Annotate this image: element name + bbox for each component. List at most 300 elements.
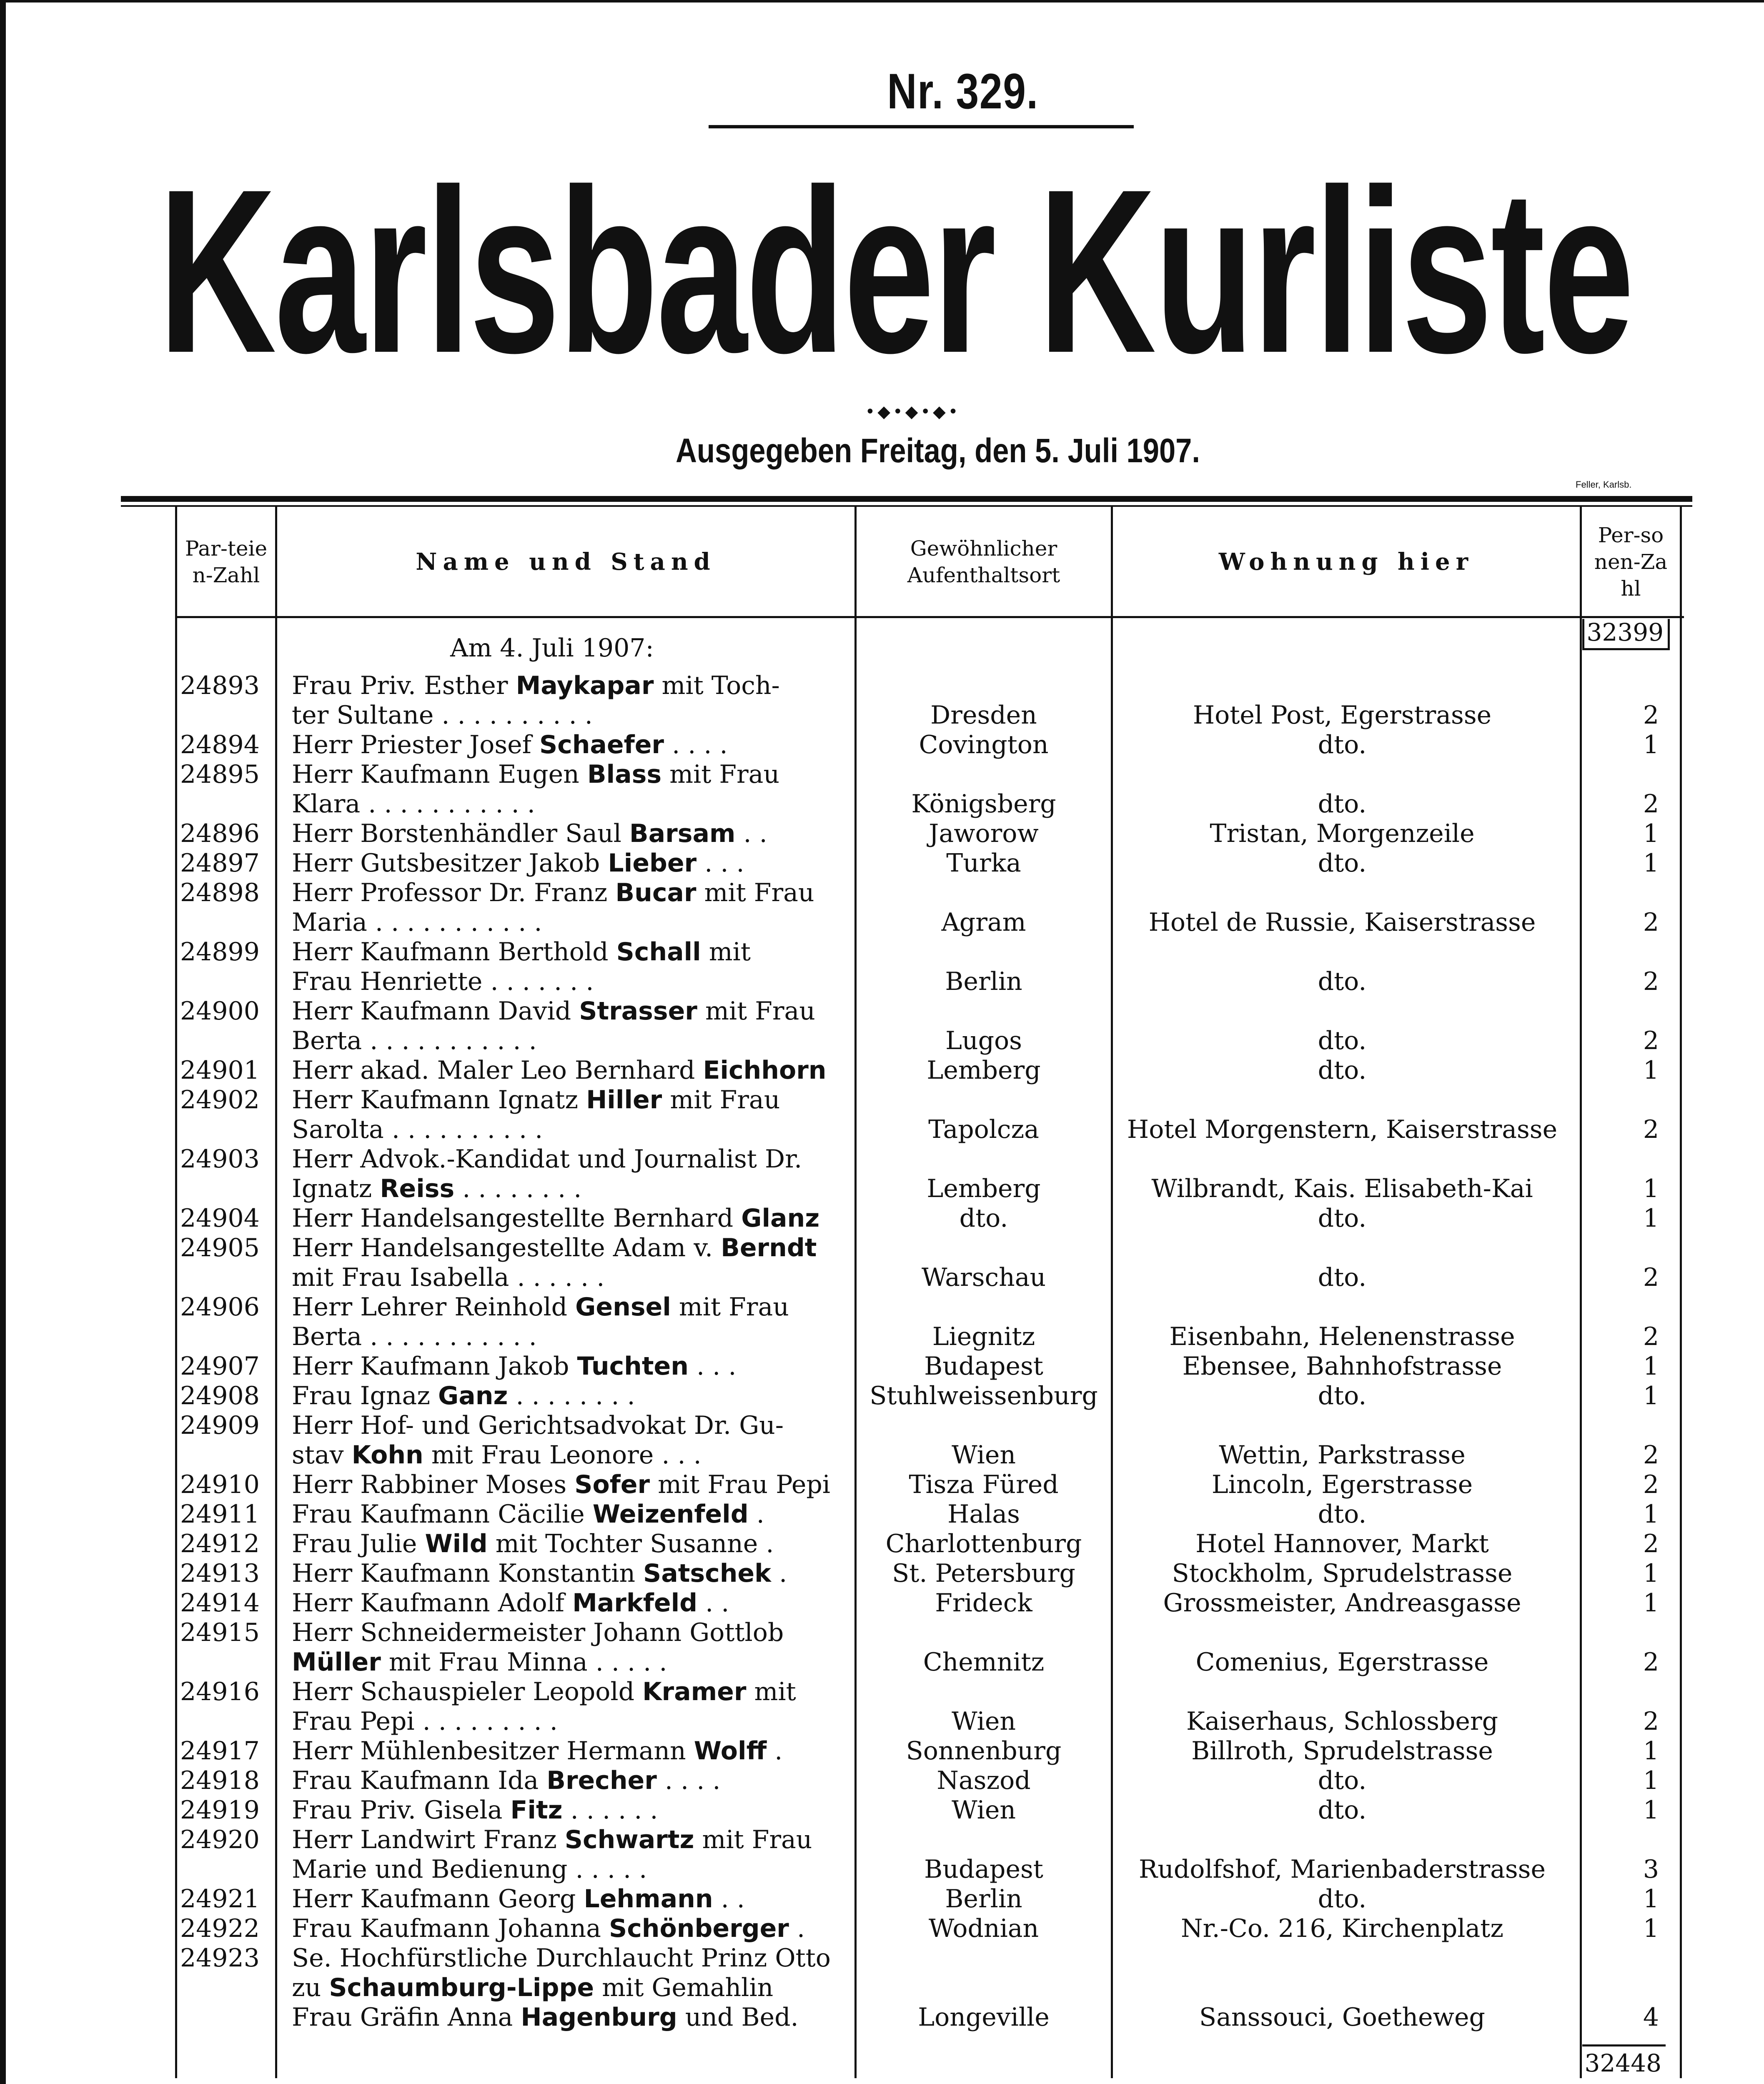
guest-name-prefix: Frau Priv. Esther [292, 671, 516, 700]
guest-surname: Schaefer [539, 730, 664, 759]
guest-name-suffix: mit Frau Pepi [650, 1470, 830, 1499]
usual-residence: St. Petersburg [892, 1559, 1075, 1588]
lodging-address: Tristan, Morgenzeile [1210, 819, 1475, 848]
guest-name [292, 1707, 850, 1736]
list-item [0, 1559, 1764, 1588]
list-item [0, 937, 1764, 967]
guest-name [292, 1766, 850, 1796]
lodging-address: Wilbrandt, Kais. Elisabeth-Kai [1151, 1174, 1533, 1203]
guest-name-prefix: Herr Kaufmann Jakob [292, 1352, 577, 1381]
party-number: 24912 [180, 1529, 260, 1558]
guest-name [292, 1588, 850, 1618]
persons-count: 1 [1643, 1056, 1659, 1085]
party-number: 24917 [180, 1736, 260, 1766]
persons-count: 2 [1643, 1529, 1659, 1558]
guest-name [292, 1440, 850, 1470]
guest-name [292, 1233, 850, 1263]
guest-name [292, 908, 850, 937]
issue-underline [709, 125, 1134, 128]
usual-residence: Charlottenburg [885, 1529, 1082, 1558]
list-item [0, 1766, 1764, 1796]
guest-name [292, 730, 850, 760]
persons-count: 3 [1643, 1855, 1659, 1884]
guest-name-prefix: Marie und Bedienung . . . . . [292, 1855, 647, 1884]
usual-residence: Tisza Füred [909, 1470, 1059, 1499]
persons-count: 2 [1643, 701, 1659, 730]
persons-count: 2 [1643, 1440, 1659, 1470]
guest-surname: Wolff [694, 1736, 767, 1766]
guest-name [292, 1263, 850, 1292]
persons-count: 2 [1643, 1115, 1659, 1144]
guest-name-suffix: mit Toch- [654, 671, 780, 700]
guest-name-suffix: . [789, 1914, 805, 1943]
list-item [0, 1292, 1764, 1322]
guest-name-prefix: Herr Handelsangestellte Adam v. [292, 1233, 721, 1262]
persons-count: 1 [1643, 1796, 1659, 1825]
lodging-address: Rudolfshof, Marienbaderstrasse [1139, 1855, 1546, 1884]
party-number: 24895 [180, 760, 260, 789]
party-number: 24906 [180, 1292, 260, 1322]
lodging-address: Comenius, Egerstrasse [1195, 1648, 1489, 1677]
header-usual-residence [857, 507, 1111, 617]
guest-surname: Barsam [629, 819, 736, 848]
guest-name [292, 1352, 850, 1381]
guest-name-prefix: Herr Lehrer Reinhold [292, 1292, 576, 1322]
lodging-address: Kaiserhaus, Schlossberg [1186, 1707, 1498, 1736]
guest-name-prefix: Ignatz [292, 1174, 380, 1203]
guest-name [292, 1322, 850, 1352]
guest-surname: Maykapar [516, 671, 654, 700]
persons-count: 2 [1643, 967, 1659, 996]
list-item [0, 1529, 1764, 1559]
persons-count: 2 [1643, 1322, 1659, 1351]
persons-count: 1 [1643, 1559, 1659, 1588]
guest-surname: Kramer [642, 1677, 747, 1706]
guest-name-prefix: Frau Kaufmann Johanna [292, 1914, 609, 1943]
guest-name-prefix: Herr Kaufmann Eugen [292, 760, 587, 789]
persons-count: 2 [1643, 1263, 1659, 1292]
party-number: 24897 [180, 849, 260, 878]
guest-name-suffix: mit [701, 937, 751, 967]
guest-name-prefix: Frau Ignaz [292, 1381, 438, 1410]
usual-residence: Wien [952, 1796, 1016, 1825]
lodging-address: Billroth, Sprudelstrasse [1191, 1736, 1493, 1766]
header-name-and-status-label: Name und Stand [416, 548, 716, 576]
guest-name [292, 1204, 850, 1233]
usual-residence: Dresden [930, 701, 1037, 730]
header-persons-count-label: Per-sonen-Zahl [1594, 523, 1668, 601]
guest-list [0, 671, 1764, 2032]
guest-name-suffix: . [767, 1736, 783, 1766]
guest-name-prefix: Herr akad. Maler Leo Bernhard [292, 1056, 703, 1085]
guest-name-suffix: . . . . . . . . [454, 1174, 582, 1203]
list-item [0, 1322, 1764, 1352]
lodging-address: dto. [1318, 849, 1367, 878]
usual-residence: Chemnitz [923, 1648, 1045, 1677]
guest-name-suffix: . . . [688, 1352, 737, 1381]
list-item [0, 671, 1764, 701]
guest-name [292, 1677, 850, 1707]
header-name-and-status [277, 507, 854, 617]
guest-name-prefix: Frau Henriette . . . . . . . [292, 967, 594, 996]
guest-surname: Reiss [380, 1174, 455, 1203]
list-item [0, 1825, 1764, 1855]
guest-name [292, 967, 850, 997]
guest-name-prefix: Klara . . . . . . . . . . . [292, 789, 535, 819]
usual-residence: Wien [952, 1440, 1016, 1470]
guest-name-prefix: Frau Priv. Gisela [292, 1796, 511, 1825]
lodging-address: dto. [1318, 1263, 1367, 1292]
guest-name [292, 1500, 850, 1529]
list-item [0, 1677, 1764, 1707]
list-item [0, 997, 1764, 1026]
list-item [0, 1263, 1764, 1292]
usual-residence: Warschau [921, 1263, 1046, 1292]
header-lodging-here-label: Wohnung hier [1218, 548, 1474, 576]
lodging-address: dto. [1318, 789, 1367, 819]
guest-name-prefix: zu [292, 1973, 329, 2002]
list-item [0, 1411, 1764, 1440]
persons-count: 2 [1643, 789, 1659, 819]
guest-name-suffix: . . [713, 1884, 745, 1914]
persons-count: 1 [1643, 1588, 1659, 1618]
guest-name-suffix: . . . . [656, 1766, 721, 1795]
header-lodging-here [1113, 507, 1580, 617]
lodging-address: dto. [1318, 1381, 1367, 1410]
guest-surname: Müller [292, 1648, 381, 1677]
guest-surname: Schönberger [609, 1914, 789, 1943]
header-rule-thick [121, 496, 1692, 502]
usual-residence: Wien [952, 1707, 1016, 1736]
usual-residence: Budapest [924, 1855, 1043, 1884]
guest-name [292, 1855, 850, 1884]
guest-name-prefix: Herr Kaufmann Berthold [292, 937, 616, 967]
party-number: 24915 [180, 1618, 260, 1647]
guest-name [292, 819, 850, 849]
guest-name-prefix: Herr Kaufmann Adolf [292, 1588, 573, 1618]
persons-count: 4 [1643, 2003, 1659, 2032]
lodging-address: dto. [1318, 1026, 1367, 1055]
persons-count: 2 [1643, 1707, 1659, 1736]
list-item [0, 1855, 1764, 1884]
persons-count: 2 [1643, 1026, 1659, 1055]
usual-residence: Königsberg [911, 789, 1056, 819]
persons-count: 2 [1643, 1648, 1659, 1677]
list-item [0, 1648, 1764, 1677]
guest-name-prefix: Herr Professor Dr. Franz [292, 878, 616, 907]
guest-name-suffix: mit Frau [671, 1292, 789, 1322]
header-usual-residence-label: Gewöhnlicher Aufenthaltsort [907, 536, 1060, 587]
list-item [0, 849, 1764, 878]
guest-name [292, 789, 850, 819]
guest-name [292, 1618, 850, 1648]
guest-name [292, 849, 850, 878]
guest-name-suffix: . [771, 1559, 787, 1588]
guest-name-suffix: . . . . . . . . [508, 1381, 635, 1410]
list-item [0, 908, 1764, 937]
guest-surname: Hiller [586, 1085, 662, 1115]
lodging-address: Ebensee, Bahnhofstrasse [1182, 1352, 1502, 1381]
lodging-address: Sanssouci, Goetheweg [1199, 2003, 1485, 2032]
guest-name-suffix: mit Tochter Susanne . [487, 1529, 774, 1558]
persons-count: 1 [1643, 819, 1659, 848]
lodging-address: Hotel Morgenstern, Kaiserstrasse [1127, 1115, 1558, 1144]
guest-name [292, 1381, 850, 1411]
persons-count: 2 [1643, 1470, 1659, 1499]
guest-name-prefix: Herr Kaufmann David [292, 997, 579, 1026]
list-item [0, 1707, 1764, 1736]
usual-residence: Liegnitz [932, 1322, 1035, 1351]
party-number: 24905 [180, 1233, 260, 1262]
guest-surname: Lieber [608, 849, 697, 878]
party-number: 24894 [180, 730, 260, 759]
persons-count: 1 [1643, 1766, 1659, 1795]
guest-name-prefix: Frau Gräfin Anna [292, 2003, 521, 2032]
guest-surname: Kohn [351, 1440, 423, 1470]
guest-name [292, 1145, 850, 1174]
usual-residence: Frideck [935, 1588, 1032, 1618]
usual-residence: Stuhlweissenburg [869, 1381, 1098, 1410]
lodging-address: Lincoln, Egerstrasse [1211, 1470, 1473, 1499]
guest-name-prefix: Herr Handelsangestellte Bernhard [292, 1204, 742, 1233]
list-item [0, 789, 1764, 819]
usual-residence: Budapest [924, 1352, 1043, 1381]
list-item [0, 1233, 1764, 1263]
lodging-address: dto. [1318, 967, 1367, 996]
guest-name-suffix: mit Frau [697, 997, 815, 1026]
guest-name-prefix: Se. Hochfürstliche Durchlaucht Prinz Otto [292, 1944, 831, 1973]
guest-name-prefix: Frau Kaufmann Cäcilie [292, 1500, 593, 1529]
header-party-count-label: Par-teien-Zahl [185, 536, 268, 587]
party-number: 24909 [180, 1411, 260, 1440]
lodging-address: Grossmeister, Andreasgasse [1163, 1588, 1521, 1618]
usual-residence: Sonnenburg [906, 1736, 1062, 1766]
guest-name-suffix: . . . . . . [562, 1796, 658, 1825]
list-item [0, 1352, 1764, 1381]
list-item [0, 1145, 1764, 1174]
list-item [0, 1026, 1764, 1056]
guest-surname: Schall [616, 937, 701, 967]
guest-name [292, 1796, 850, 1825]
list-item [0, 1174, 1764, 1204]
guest-surname: Markfeld [572, 1588, 698, 1618]
guest-surname: Berndt [721, 1233, 817, 1262]
persons-count: 1 [1643, 1884, 1659, 1914]
guest-name [292, 1529, 850, 1559]
guest-name-suffix: und Bed. [677, 2003, 799, 2032]
guest-surname: Lehmann [584, 1884, 713, 1914]
usual-residence: Covington [919, 730, 1049, 759]
party-number: 24914 [180, 1588, 260, 1618]
guest-name-suffix: mit Frau Minna . . . . . [381, 1648, 667, 1677]
usual-residence: Lugos [945, 1026, 1022, 1055]
masthead-title: Karlsbader Kurliste [158, 140, 1633, 401]
guest-name [292, 2003, 850, 2032]
usual-residence: Lemberg [927, 1056, 1041, 1085]
party-number: 24918 [180, 1766, 260, 1795]
guest-name-prefix: Berta . . . . . . . . . . . [292, 1322, 537, 1351]
guest-name-suffix: . . [697, 1588, 729, 1618]
guest-surname: Strasser [579, 997, 697, 1026]
persons-count: 1 [1643, 1204, 1659, 1233]
guest-name-prefix: Herr Borstenhändler Saul [292, 819, 629, 848]
party-number: 24902 [180, 1085, 260, 1115]
usual-residence: Berlin [945, 967, 1022, 996]
list-item [0, 1204, 1764, 1233]
guest-surname: Hagenburg [521, 2003, 677, 2032]
guest-name [292, 1648, 850, 1677]
guest-name-suffix: mit Frau [694, 1825, 812, 1854]
list-item [0, 730, 1764, 760]
party-number: 24908 [180, 1381, 260, 1410]
list-item [0, 967, 1764, 997]
guest-surname: Glanz [741, 1204, 820, 1233]
guest-name-suffix: . . . . [664, 730, 728, 759]
persons-count: 1 [1643, 1381, 1659, 1410]
persons-count: 1 [1643, 730, 1659, 759]
list-item [0, 819, 1764, 849]
party-number: 24913 [180, 1559, 260, 1588]
guest-name [292, 1174, 850, 1204]
usual-residence: Jaworow [929, 819, 1039, 848]
party-number: 24900 [180, 997, 260, 1026]
list-item [0, 1914, 1764, 1944]
guest-name-prefix: stav [292, 1440, 352, 1470]
guest-name-suffix: . [748, 1500, 764, 1529]
party-number: 24903 [180, 1145, 260, 1174]
lodging-address: Nr.-Co. 216, Kirchenplatz [1181, 1914, 1503, 1943]
list-item [0, 1470, 1764, 1500]
guest-name-prefix: Herr Advok.-Kandidat und Journalist Dr. [292, 1145, 802, 1174]
lodging-address: dto. [1318, 1884, 1367, 1914]
issue-number: Nr. 329. [887, 63, 1039, 119]
guest-name [292, 1470, 850, 1500]
guest-surname: Schwartz [564, 1825, 694, 1854]
guest-name [292, 1825, 850, 1855]
list-item [0, 878, 1764, 908]
list-item [0, 701, 1764, 730]
guest-name-prefix: Herr Schauspieler Leopold [292, 1677, 643, 1706]
persons-count: 2 [1643, 908, 1659, 937]
guest-name-suffix: mit Frau Leonore . . . [423, 1440, 702, 1470]
usual-residence: Berlin [945, 1884, 1022, 1914]
party-number: 24901 [180, 1056, 260, 1085]
list-item [0, 1440, 1764, 1470]
guest-surname: Blass [587, 760, 662, 789]
guest-name-prefix: Frau Kaufmann Ida [292, 1766, 547, 1795]
guest-surname: Sofer [574, 1470, 650, 1499]
party-number: 24899 [180, 937, 260, 967]
page-edge-top [0, 0, 1764, 3]
guest-name [292, 1736, 850, 1766]
list-item [0, 1618, 1764, 1648]
lodging-address: Hotel Hannover, Markt [1195, 1529, 1489, 1558]
guest-name [292, 1085, 850, 1115]
guest-name-prefix: Frau Pepi . . . . . . . . . [292, 1707, 558, 1736]
guest-name-prefix: Herr Schneidermeister Johann Gottlob [292, 1618, 784, 1647]
party-number: 24893 [180, 671, 260, 700]
guest-surname: Gensel [575, 1292, 671, 1322]
guest-surname: Weizenfeld [592, 1500, 749, 1529]
list-item [0, 1884, 1764, 1914]
usual-residence: Longeville [918, 2003, 1050, 2032]
guest-name-suffix: mit Frau [696, 878, 814, 907]
list-item [0, 1500, 1764, 1529]
lodging-address: dto. [1318, 730, 1367, 759]
lodging-address: dto. [1318, 1766, 1367, 1795]
carried-total: 32399 [1582, 619, 1670, 650]
guest-name [292, 1292, 850, 1322]
lodging-address: dto. [1318, 1796, 1367, 1825]
final-total: 32448 [1582, 2044, 1666, 2080]
guest-surname: Tuchten [577, 1352, 689, 1381]
section-date: Am 4. Juli 1907: [450, 634, 654, 663]
guest-surname: Ganz [438, 1381, 508, 1410]
party-number: 24921 [180, 1884, 260, 1914]
list-item [0, 1056, 1764, 1085]
usual-residence: Halas [947, 1500, 1020, 1529]
guest-name [292, 1973, 850, 2003]
persons-count: 1 [1643, 1736, 1659, 1766]
guest-name [292, 1884, 850, 1914]
lodging-address: dto. [1318, 1204, 1367, 1233]
party-number: 24922 [180, 1914, 260, 1943]
guest-name [292, 1056, 850, 1085]
guest-name-suffix: mit Frau [662, 760, 780, 789]
guest-name-prefix: ter Sultane . . . . . . . . . . [292, 701, 593, 730]
party-number: 24907 [180, 1352, 260, 1381]
guest-surname: Satschek [643, 1559, 772, 1588]
guest-name [292, 937, 850, 967]
guest-name [292, 997, 850, 1026]
guest-surname: Brecher [546, 1766, 657, 1795]
guest-surname: Bucar [615, 878, 697, 907]
guest-name-prefix: Herr Gutsbesitzer Jakob [292, 849, 608, 878]
guest-name [292, 701, 850, 730]
usual-residence: dto. [959, 1204, 1008, 1233]
lodging-address: Hotel de Russie, Kaiserstrasse [1148, 908, 1536, 937]
usual-residence: Naszod [937, 1766, 1031, 1795]
usual-residence: Turka [946, 849, 1021, 878]
lodging-address: dto. [1318, 1056, 1367, 1085]
party-number: 24896 [180, 819, 260, 848]
guest-name [292, 760, 850, 789]
persons-count: 1 [1643, 1352, 1659, 1381]
guest-name-prefix: Berta . . . . . . . . . . . [292, 1026, 537, 1055]
guest-name-prefix: Frau Julie [292, 1529, 425, 1558]
guest-name-prefix: Herr Rabbiner Moses [292, 1470, 575, 1499]
guest-name-prefix: Herr Hof- und Gerichtsadvokat Dr. Gu- [292, 1411, 784, 1440]
guest-name [292, 1026, 850, 1056]
usual-residence: Tapolcza [928, 1115, 1039, 1144]
guest-name-prefix: Herr Kaufmann Konstantin [292, 1559, 644, 1588]
guest-name [292, 1944, 850, 1973]
guest-name-prefix: Herr Priester Josef [292, 730, 539, 759]
issue-date-line: Ausgegeben Freitag, den 5. Juli 1907. [675, 432, 1200, 470]
lodging-address: Eisenbahn, Helenenstrasse [1169, 1322, 1515, 1351]
guest-name [292, 878, 850, 908]
guest-name [292, 1411, 850, 1440]
guest-name-suffix: mit Gemahlin [594, 1973, 774, 2002]
header-persons-count [1582, 507, 1680, 617]
persons-count: 1 [1643, 1914, 1659, 1943]
usual-residence: Agram [941, 908, 1026, 937]
guest-name-suffix: . . . [697, 849, 744, 878]
header-party-count [177, 507, 275, 617]
party-number: 24910 [180, 1470, 260, 1499]
list-item [0, 1944, 1764, 1973]
lodging-address: Hotel Post, Egerstrasse [1193, 701, 1492, 730]
